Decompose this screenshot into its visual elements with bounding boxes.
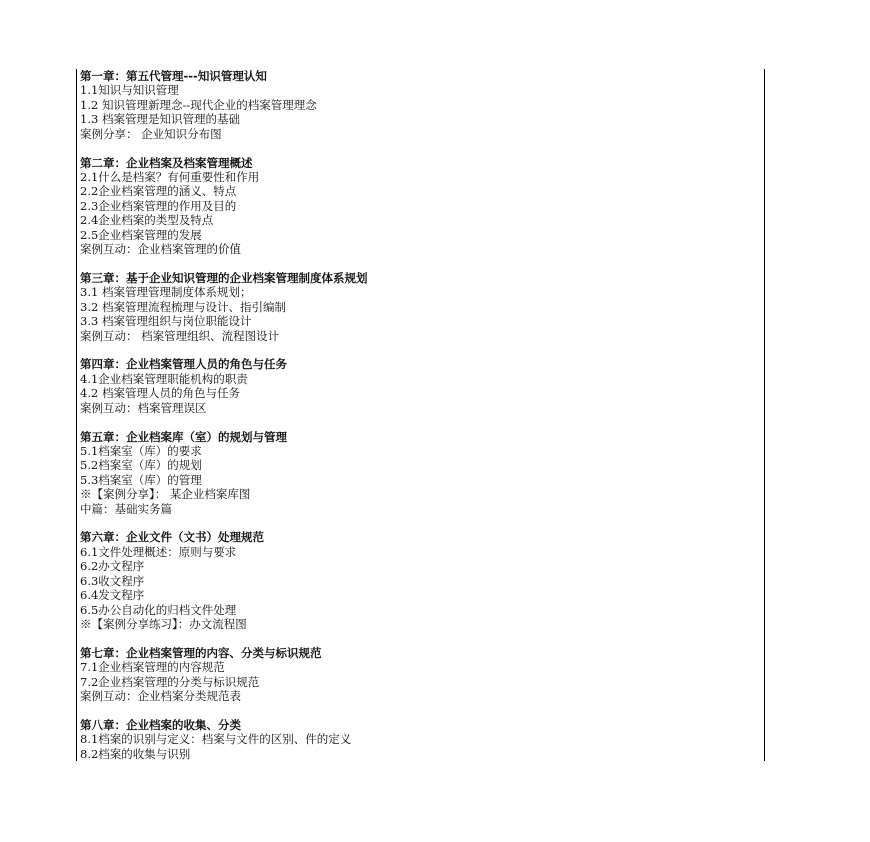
section-line: 案例互动：档案管理误区 bbox=[80, 400, 207, 415]
chapter-heading: 第八章：企业档案的收集、分类 bbox=[80, 717, 241, 732]
section-line: 1.2 知识管理新理念--现代企业的档案管理理念 bbox=[80, 97, 317, 112]
section-line: 6.2办文程序 bbox=[80, 559, 145, 574]
section-line: 5.2档案室（库）的规划 bbox=[80, 458, 202, 473]
chapter-block bbox=[80, 718, 764, 761]
chapter-block bbox=[80, 271, 764, 343]
section-line: 1.1知识与知识管理 bbox=[80, 83, 179, 98]
chapter-block bbox=[80, 357, 764, 415]
chapter-block bbox=[80, 646, 764, 704]
section-line: 1.3 档案管理是知识管理的基础 bbox=[80, 112, 240, 127]
section-line: 3.3 档案管理组织与岗位职能设计 bbox=[80, 314, 252, 329]
section-line: 4.1企业档案管理职能机构的职责 bbox=[80, 371, 248, 386]
section-line: 6.3收文程序 bbox=[80, 573, 145, 588]
section-line: 案例互动：企业档案管理的价值 bbox=[80, 241, 241, 256]
chapter-heading: 第七章：企业档案管理的内容、分类与标识规范 bbox=[80, 645, 322, 660]
section-line: 8.1档案的识别与定义：档案与文件的区别、件的定义 bbox=[80, 732, 352, 747]
section-line: 2.5企业档案管理的发展 bbox=[80, 227, 202, 242]
chapter-heading: 第六章：企业文件（文书）处理规范 bbox=[80, 530, 264, 545]
document-body bbox=[76, 69, 765, 761]
section-line: 5.1档案室（库）的要求 bbox=[80, 443, 202, 458]
chapter-block bbox=[80, 430, 764, 516]
section-line: 中篇：基础实务篇 bbox=[80, 501, 172, 516]
section-line: 案例互动： 档案管理组织、流程图设计 bbox=[80, 328, 280, 343]
section-line: 8.2档案的收集与识别 bbox=[80, 746, 191, 761]
chapter-block bbox=[80, 156, 764, 257]
section-line: 6.5办公自动化的归档文件处理 bbox=[80, 602, 237, 617]
section-line: 7.2企业档案管理的分类与标识规范 bbox=[80, 674, 260, 689]
section-line: 5.3档案室（库）的管理 bbox=[80, 472, 202, 487]
section-line: 2.4企业档案的类型及特点 bbox=[80, 213, 214, 228]
section-line: 6.4发文程序 bbox=[80, 588, 145, 603]
section-line: 6.1文件处理概述：原则与要求 bbox=[80, 544, 237, 559]
section-line: 2.3企业档案管理的作用及目的 bbox=[80, 198, 237, 213]
section-line: 3.2 档案管理流程梳理与设计、指引编制 bbox=[80, 299, 286, 314]
section-line: ※【案例分享】： 某企业档案库图 bbox=[80, 487, 251, 502]
chapter-heading: 第四章：企业档案管理人员的角色与任务 bbox=[80, 357, 287, 372]
section-line: ※【案例分享练习】：办文流程图 bbox=[80, 616, 247, 631]
section-line: 2.2企业档案管理的涵义、特点 bbox=[80, 184, 237, 199]
section-line: 2.1什么是档案？有何重要性和作用 bbox=[80, 169, 260, 184]
section-line: 案例分享： 企业知识分布图 bbox=[80, 126, 222, 141]
section-line: 7.1企业档案管理的内容规范 bbox=[80, 660, 225, 675]
chapter-heading: 第二章：企业档案及档案管理概述 bbox=[80, 155, 253, 170]
section-line: 案例互动：企业档案分类规范表 bbox=[80, 689, 241, 704]
section-line: 4.2 档案管理人员的角色与任务 bbox=[80, 386, 240, 401]
section-line: 3.1 档案管理管理制度体系规划； bbox=[80, 285, 252, 300]
chapter-heading: 第一章：第五代管理---知识管理认知 bbox=[80, 69, 267, 83]
chapter-block bbox=[80, 69, 764, 141]
chapter-heading: 第五章：企业档案库（室）的规划与管理 bbox=[80, 429, 287, 444]
chapter-block bbox=[80, 530, 764, 631]
chapter-heading: 第三章：基于企业知识管理的企业档案管理制度体系规划 bbox=[80, 270, 368, 285]
